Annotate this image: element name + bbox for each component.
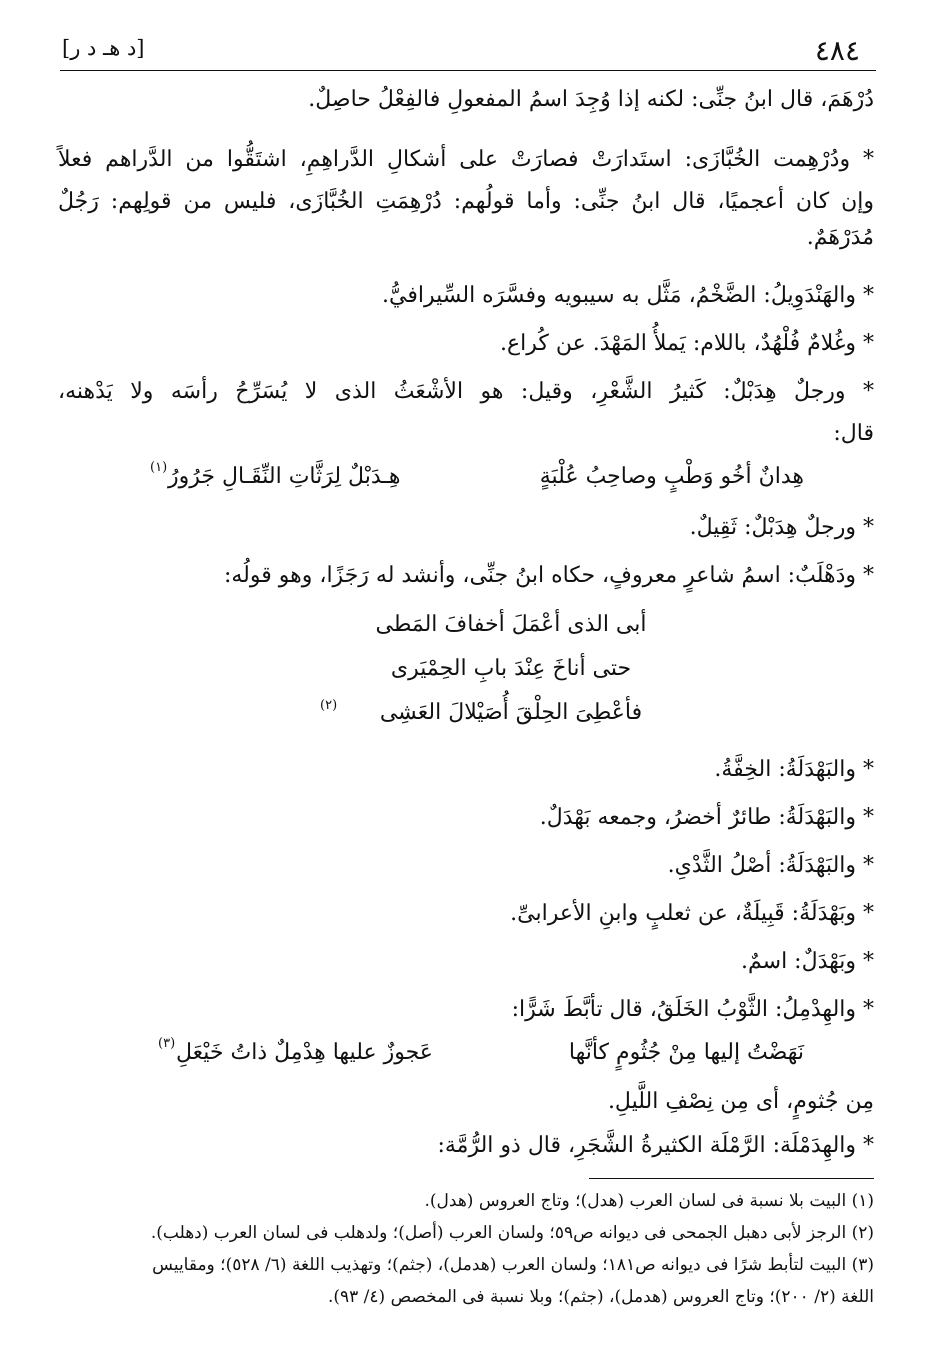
verse-hemistich-first: هِدانٌ أخُو وَطْبٍ وصاحِبُ عُلْبَةٍ <box>539 464 804 489</box>
footnote-continued: اللغة (٢/ ٢٠٠)؛ وتاج العروس (هدمل)، (جثم)؛ وبلا نسبة فى المخصص (٤/ ٩٣). <box>327 1287 874 1307</box>
text-line: * وغُلامٌ فُلْهُدٌ، باللام: يَملأُ المَهْدَ. عن كُراع. <box>499 331 874 356</box>
root-label: [د هـ د ر] <box>62 36 145 60</box>
rajaz-line: فأعْطِىَ الحِلْقَ أُصَيْلالَ العَشِى <box>379 700 643 725</box>
footnote: (١) البيت بلا نسبة فى لسان العرب (هدل)؛ وتاج العروس (هدل). <box>424 1191 874 1211</box>
text-line: * والهَنْدَوِيلُ: الضَّخْمُ، مَثَّل به سيبويه وفسَّرَه السِّيرافيُّ. <box>382 283 874 308</box>
text-line: * ورجلٌ هِدَبْلٌ: ثَقِيلٌ. <box>689 515 874 540</box>
verse-hemistich-second: هِـدَبْلٌ لِرَثَّاتِ النِّقَـالِ جَرُورُ <box>168 464 401 489</box>
text-line: * ودُرْهِمت الخُبَّازَى: استَدارَتْ فصارَتْ على أشكالِ الدَّراهِمِ، اشتَقُّوا من الدَّراهم فعلاً <box>58 147 874 172</box>
footnote-marker: (٢) <box>320 698 338 713</box>
text-line: وإن كان أعجميًا، قال ابنُ جنِّى: وأما قولُهم: دُرْهِمَتِ الخُبَّازَى، فليس من قولِهم: رَجُلٌ <box>58 189 874 214</box>
text-line: دُرْهَمَ، قال ابنُ جنِّى: لكنه إذا وُجِدَ اسمُ المفعولِ فالفِعْلُ حاصِلٌ. <box>308 87 874 112</box>
text-line: * وبَهْدَلَةُ: قَبِيلَةٌ، عن ثعلبٍ وابنِ الأعرابىِّ. <box>510 901 874 926</box>
footnote-marker: (٣) <box>158 1036 176 1051</box>
text-line: * وبَهْدَلٌ: اسمٌ. <box>741 949 874 974</box>
rajaz-line: حتى أناخَ عِنْدَ بابِ الحِمْيَرى <box>390 656 632 681</box>
footnote: (٢) الرجز لأبى دهبل الجمحى فى ديوانه ص٥٩؛ ولسان العرب (أصل)؛ ولدهلب فى لسان العرب (دهلب). <box>150 1223 874 1243</box>
text-line: * والبَهْدَلَةُ: أصْلُ الثَّدْىِ. <box>667 853 874 878</box>
verse-hemistich-first: نَهَضْتُ إليها مِنْ جُثُومٍ كأنَّها <box>568 1040 804 1065</box>
text-line: * ورجلٌ هِدَبْلٌ: كَثيرُ الشَّعْرِ، وقيل: هو الأشْعَثُ الذى لا يُسَرِّحُ رأسَه ولا يَدْهنه، <box>58 379 874 404</box>
text-line: * والهِدْمِلُ: الثَّوْبُ الخَلَقُ، قال تأبَّطَ شَرًّا: <box>511 997 874 1022</box>
text-line: مِن جُثومٍ، أى مِن نِصْفِ اللَّيلِ. <box>607 1089 874 1114</box>
footnote: (٣) البيت لتأبط شرًا فى ديوانه ص١٨١؛ ولسان العرب (هدمل)، (جثم)؛ وتهذيب اللغة (٦/ ٥٢٨)؛ ومقاييس <box>152 1255 874 1275</box>
text-line: * ودَهْلَبٌ: اسمُ شاعرٍ معروفٍ، حكاه ابنُ جنِّى، وأنشد له رَجَزًا، وهو قولُه: <box>223 563 874 588</box>
verse-hemistich-second: عَجوزٌ عليها هِدْمِلٌ ذاتُ خَيْعَلِ <box>176 1040 433 1065</box>
footnote-rule <box>589 1178 874 1179</box>
page-number: ٤٨٤ <box>814 34 860 67</box>
text-line: * والبَهْدَلَةُ: طائرٌ أخضرُ، وجمعه بَهْدَلٌ. <box>539 805 874 830</box>
text-line: * والبَهْدَلَةُ: الخِفَّةُ. <box>714 757 874 782</box>
text-line: * والهِدَمْلَة: الرَّمْلَة الكثيرةُ الشَّجَرِ، قال ذو الرُّمَّة: <box>437 1133 874 1158</box>
text-line: مُدَرْهَمٌ. <box>806 225 874 250</box>
rajaz-line: أبى الذى أعْمَلَ أخفافَ المَطى <box>375 612 647 637</box>
header-rule <box>60 70 876 71</box>
text-line: قال: <box>833 421 874 446</box>
footnote-marker: (١) <box>150 460 168 475</box>
